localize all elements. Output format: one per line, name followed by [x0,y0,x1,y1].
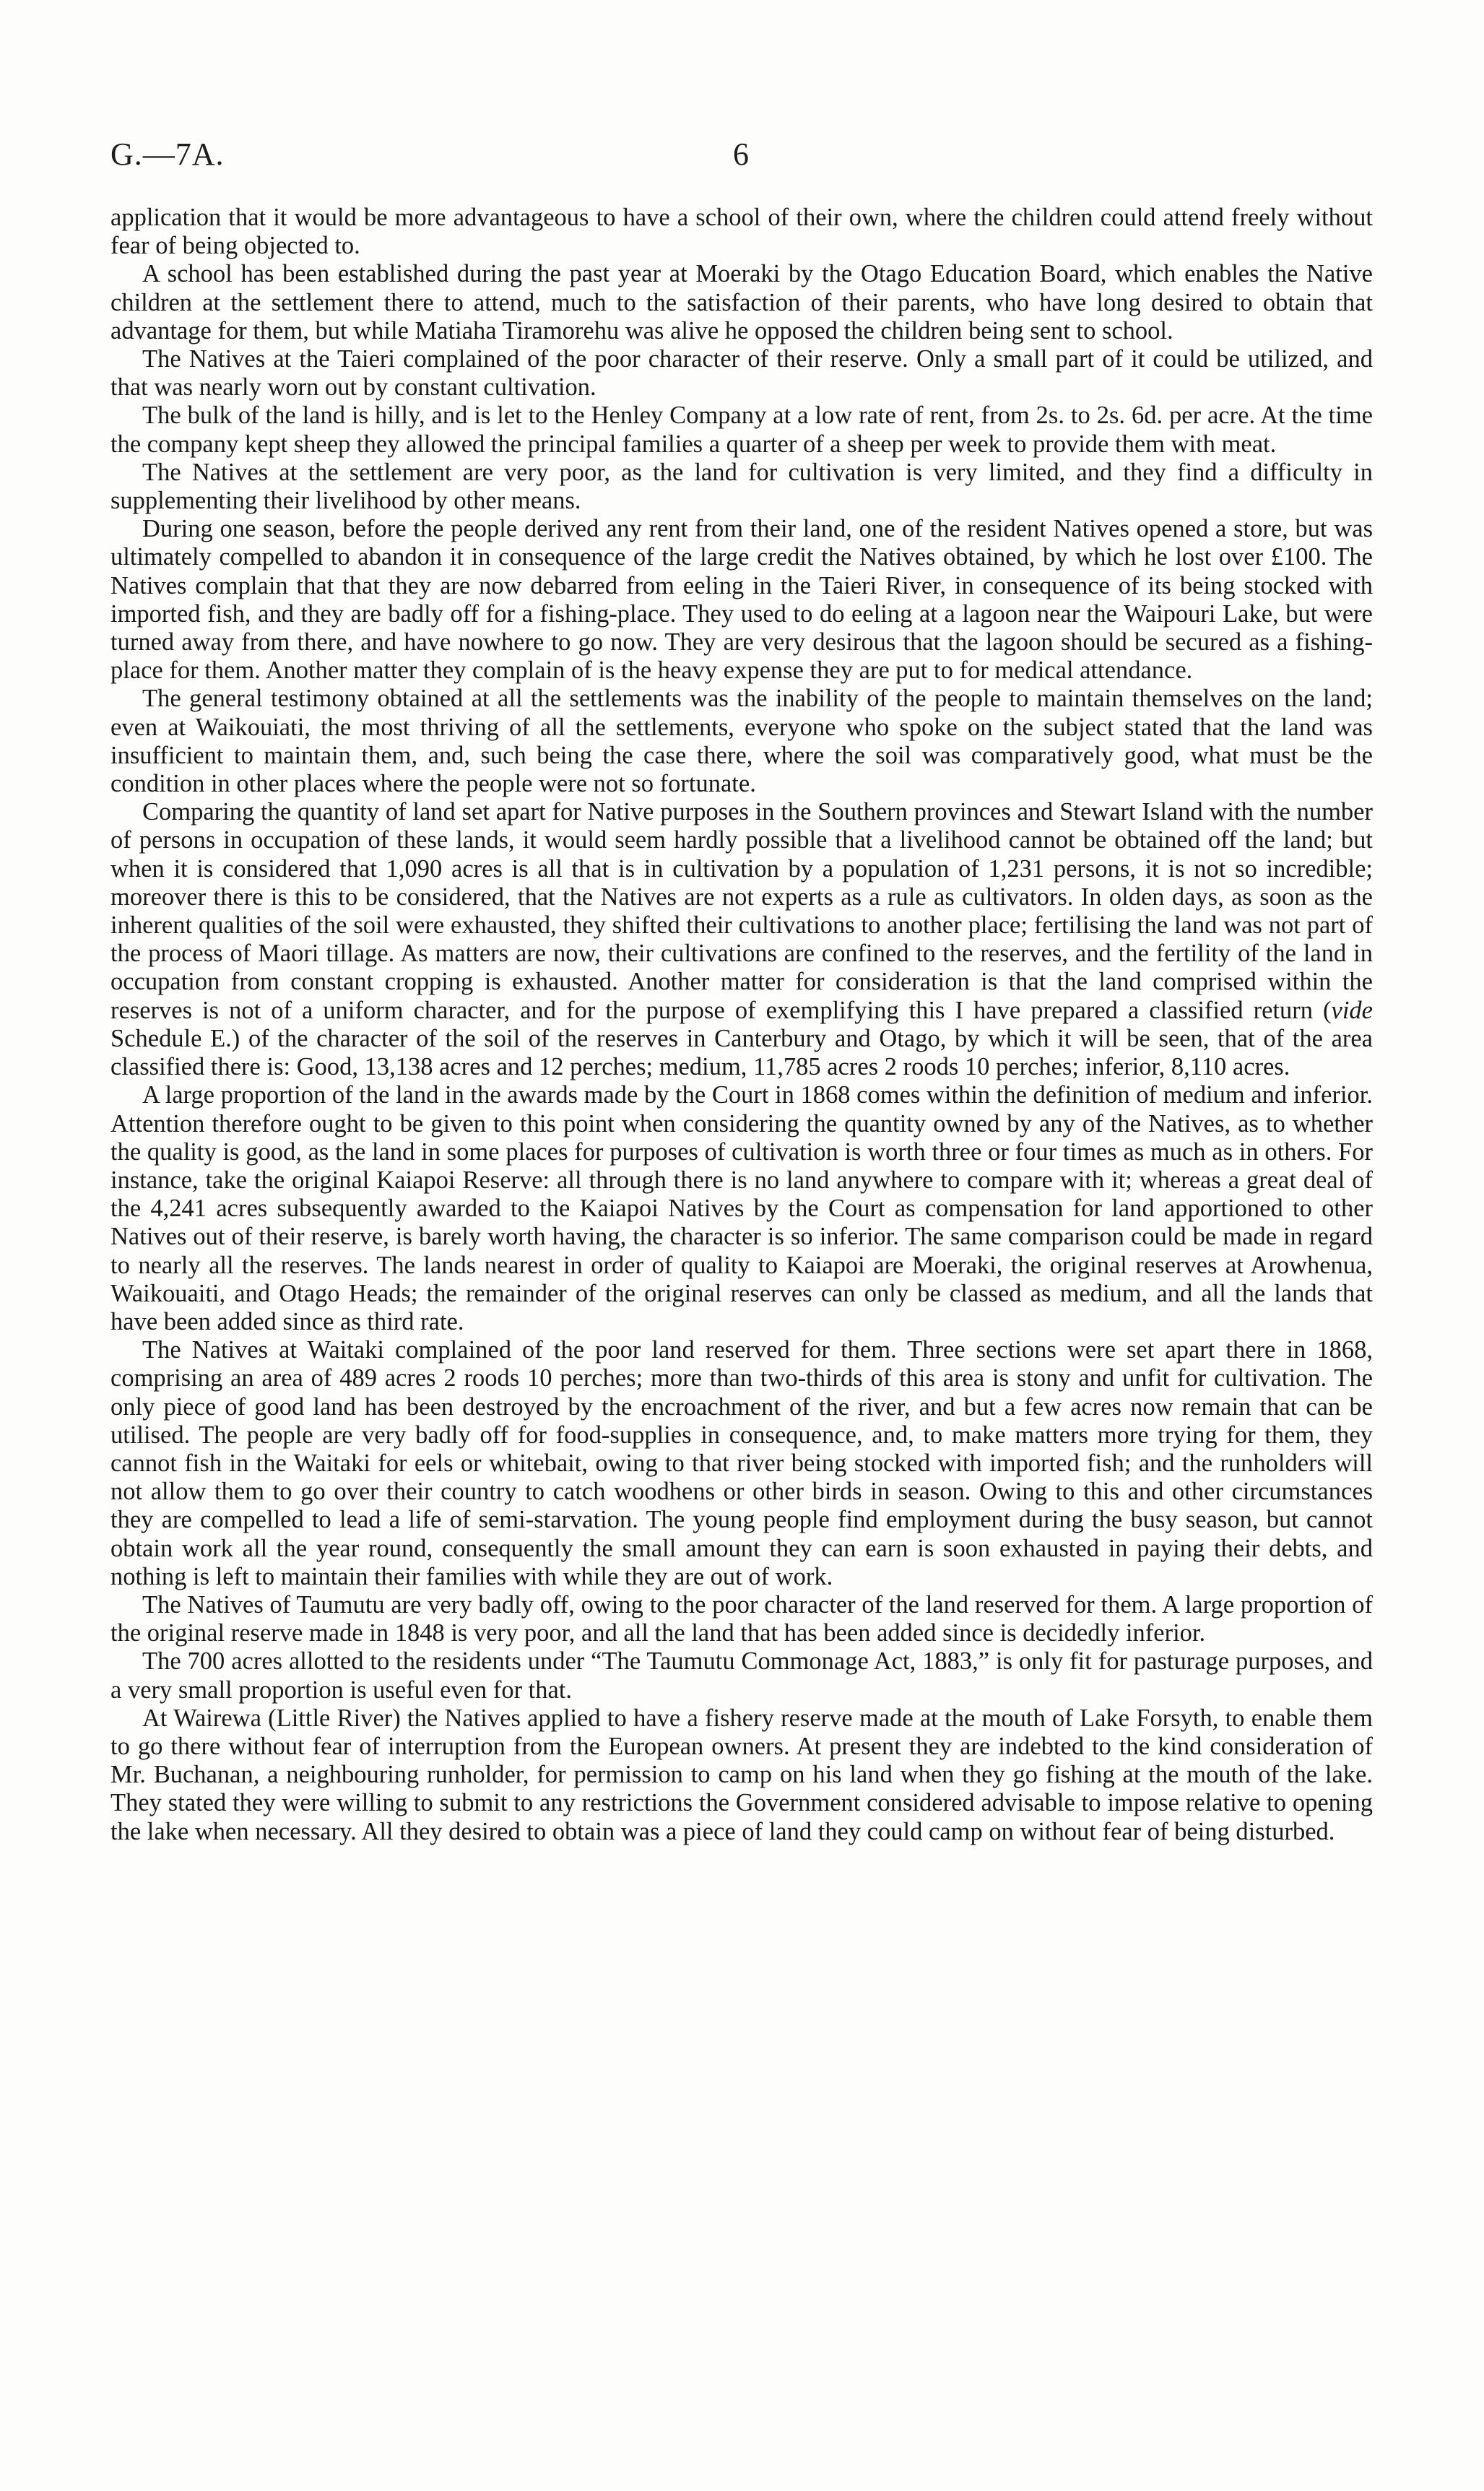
paragraph-land-comparison [110,798,1373,1081]
paragraph-taieri-reserve: The Natives at the Taieri complained of the poor character of their reserve. Only a small part of it could be utilized, and that was nearly worn out by constant cultivation. [110,345,1373,402]
document-reference: G.—7A. [110,137,225,172]
paragraph-court-awards: A large proportion of the land in the awards made by the Court in 1868 comes within the definition of medium and inferior. Attention therefore ought to be given to this point when considering the quantity owned by any of the Natives, as to whether the quality is good, as the land in some places for purposes of cultivation is worth three or four times as much as in others. For instance, take the original Kaiapoi Reserve: all through there is no land anywhere to compare with it; whereas a great deal of the 4,241 acres subsequently awarded to the Kaiapoi Natives by the Court as compensation for land apportioned to other Natives out of their reserve, is barely worth having, the character is so inferior. The same comparison could be made in regard to nearly all the reserves. The lands nearest in order of quality to Kaiapoi are Moeraki, the original reserves at Arowhenua, Waikouaiti, and Otago Heads; the remainder of the original reserves can only be classed as medium, and all the lands that have been added since as third rate. [110,1081,1373,1335]
paragraph-store-and-eeling: During one season, before the people derived any rent from their land, one of the resident Natives opened a store, but was ultimately compelled to abandon it in consequence of the large credit the Natives obtained, by which he lost over £100. The Natives complain that that they are now debarred from eeling in the Taieri River, in consequence of its being stocked with imported fish, and they are badly off for a fishing-place. They used to do eeling at a lagoon near the Waipouri Lake, but were turned away from there, and have nowhere to go now. They are very desirous that the lagoon should be secured as a fishing-place for them. Another matter they complain of is the heavy expense they are put to for medical attendance. [110,515,1373,685]
body-text [110,204,1373,1846]
paragraph-school-continuation: application that it would be more advantageous to have a school of their own, where the children could attend freely without fear of being objected to. [110,204,1373,260]
paragraph-wairewa-fishery: At Wairewa (Little River) the Natives applied to have a fishery reserve made at the mouth of Lake Forsyth, to enable them to go there without fear of interruption from the European owners. At present they are indebted to the kind consideration of Mr. Buchanan, a neighbouring runholder, for permission to camp on his land when they go fishing at the mouth of the lake. They stated they were willing to submit to any restrictions the Government considered advisable to impose relative to opening the lake when necessary. All they desired to obtain was a piece of land they could camp on without fear of being disturbed. [110,1704,1373,1845]
page-header [110,136,1374,179]
paragraph-general-testimony: The general testimony obtained at all the settlements was the inability of the people to maintain themselves on the land; even at Waikouiati, the most thriving of all the settlements, everyone who spoke on the subject stated that the land was insufficient to maintain them, and, such being the case there, where the soil was comparatively good, what must be the condition in other places where the people were not so fortunate. [110,685,1373,798]
paragraph-taumutu-commonage: The 700 acres allotted to the residents under “The Taumutu Commonage Act, 1883,” is only fit for pasturage purposes, and a very small proportion is useful even for that. [110,1647,1373,1704]
land-comparison-text: Comparing the quantity of land set apart for Native purposes in the Southern provinces and Stewart Island with the number of persons in occupation of these lands, it would seem hardly possible that a livelihood cannot be obtained off the land; but when it is considered that 1,090 acres is all that is in cultivation by a population of 1,231 persons, it is not so incredible; moreover there is this to be considered, that the Natives are not experts as a rule as cultivators. In olden days, as soon as the inherent qualities of the soil were exhausted, they shifted their cultivations to another place; fertilising the land was not part of the process of Maori tillage. As matters are now, their cultivations are confined to the reserves, and the fertility of the land in occupation from constant cropping is exhausted. Another matter for consideration is that the land comprised within the reserves is not of a uniform character, and for the purpose of exemplifying this I have prepared a classified return ( [110,798,1373,1024]
paragraph-moeraki-school: A school has been established during the past year at Moeraki by the Otago Education Board, which enables the Native children at the settlement there to attend, much to the satisfaction of their parents, who have long desired to obtain that advantage for them, but while Matiaha Tiramorehu was alive he opposed the children being sent to school. [110,260,1373,345]
paragraph-waitaki: The Natives at Waitaki complained of the poor land reserved for them. Three sections were set apart there in 1868, comprising an area of 489 acres 2 roods 10 perches; more than two-thirds of this area is stony and unfit for cultivation. The only piece of good land has been destroyed by the encroachment of the river, and but a few acres now remain that can be utilised. The people are very badly off for food-supplies in consequence, and, to make matters more trying for them, they cannot fish in the Waitaki for eels or whitebait, owing to that river being stocked with imported fish; and the runholders will not allow them to go over their country to catch woodhens or other birds in season. Owing to this and other circumstances they are compelled to lead a life of semi-starvation. The young people find employment during the busy season, but cannot obtain work all the year round, consequently the small amount they can earn is soon exhausted in paying their debts, and nothing is left to maintain their families with while they are out of work. [110,1336,1373,1590]
land-comparison-text-after: Schedule E.) of the character of the soil of the reserves in Canterbury and Otago, by which it will be seen, that of the area classified there is: Good, 13,138 acres and 12 perches; medium, 11,785 acres 2 roods 10 perches; inferior, 8,110 acres. [110,1024,1373,1081]
paragraph-settlement-poverty: The Natives at the settlement are very poor, as the land for cultivation is very limited, and they find a difficulty in supplementing their livelihood by other means. [110,458,1373,515]
vide-italic: vide [1331,996,1373,1024]
paragraph-henley-company: The bulk of the land is hilly, and is let to the Henley Company at a low rate of rent, from 2s. to 2s. 6d. per acre. At the time the company kept sheep they allowed the principal families a quarter of a sheep per week to provide them with meat. [110,402,1373,458]
page-number: 6 [733,137,749,172]
paragraph-taumutu: The Natives of Taumutu are very badly off, owing to the poor character of the land reserved for them. A large proportion of the original reserve made in 1848 is very poor, and all the land that has been added since is decidedly inferior. [110,1590,1373,1647]
